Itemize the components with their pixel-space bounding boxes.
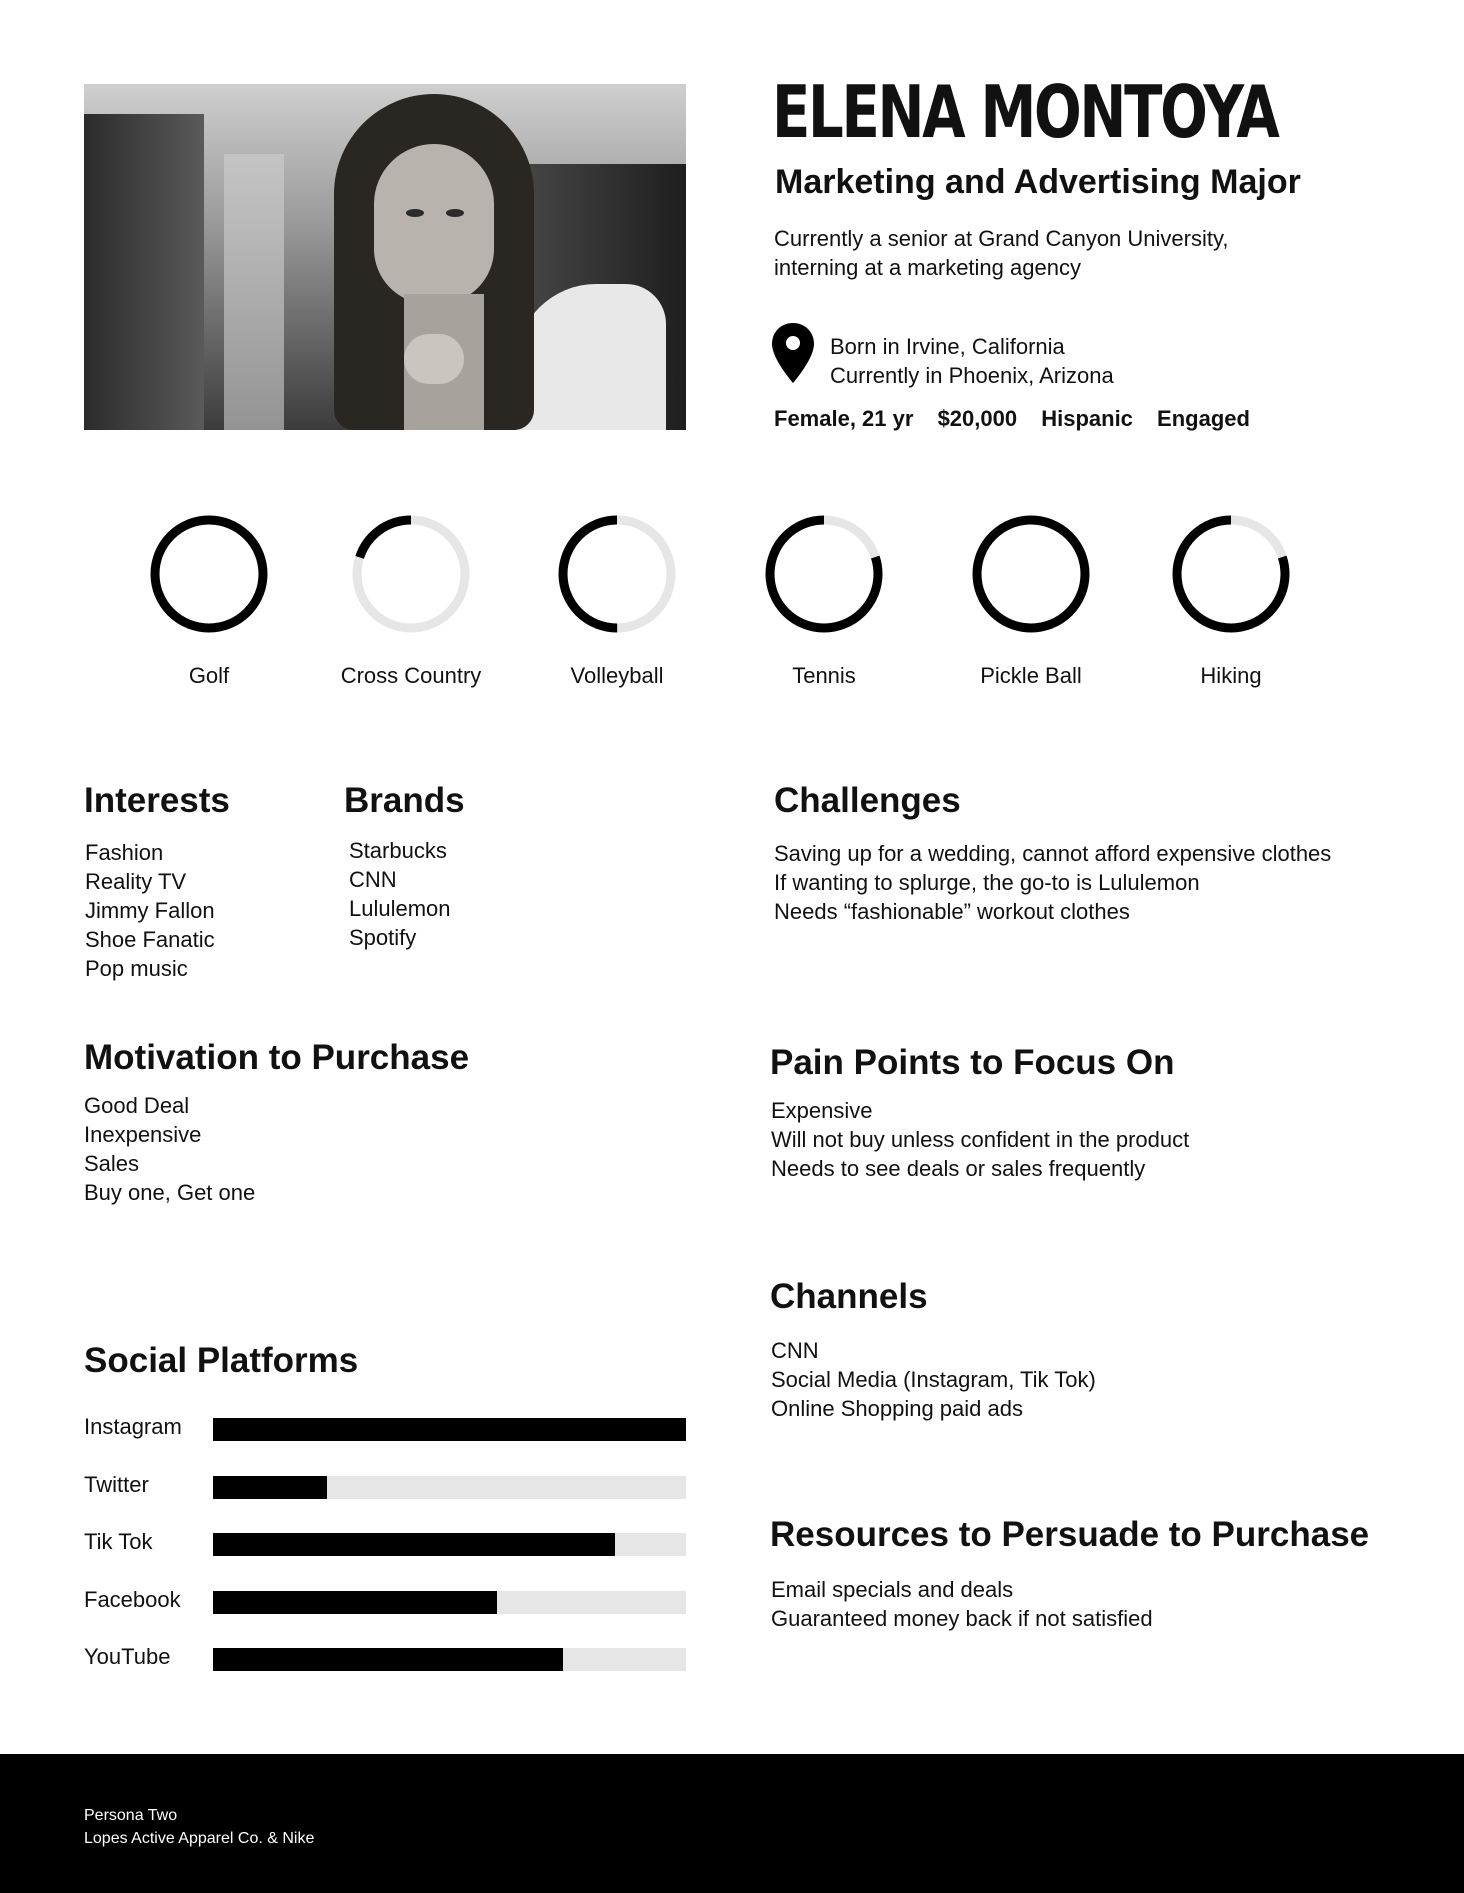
ring-fill: [155, 520, 263, 628]
interest-item: Pop music: [85, 956, 188, 981]
activity-label: Tennis: [792, 663, 856, 688]
interest-item: Reality TV: [85, 869, 187, 894]
social-label: Tik Tok: [84, 1529, 153, 1554]
challenges-list: [774, 839, 1331, 926]
ring-fill: [977, 520, 1085, 628]
footer-company: Lopes Active Apparel Co. & Nike: [84, 1830, 315, 1847]
bio-line: interning at a marketing agency: [774, 255, 1081, 280]
motivation-list: [84, 1091, 255, 1207]
channel-item: CNN: [771, 1338, 819, 1363]
social-bar-track: [213, 1648, 686, 1671]
bio-line: Currently a senior at Grand Canyon University,: [774, 226, 1229, 251]
social-bar-fill: [213, 1591, 497, 1614]
challenge-item: Saving up for a wedding, cannot afford expensive clothes: [774, 841, 1332, 866]
demo-income: $20,000: [937, 406, 1018, 431]
brands-list: [349, 836, 451, 952]
pain-point-item: Expensive: [771, 1098, 873, 1123]
social-heading: Social Platforms: [84, 1341, 359, 1380]
motivation-item: Buy one, Get one: [84, 1180, 256, 1205]
social-bar-fill: [213, 1648, 563, 1671]
activity-ring: [149, 514, 269, 634]
current-location: Currently in Phoenix, Arizona: [830, 363, 1114, 388]
persona-name: ELENA MONTOYA: [772, 70, 1278, 154]
activity-label: Cross Country: [340, 663, 482, 688]
pain-points-list: [771, 1096, 1189, 1183]
channel-item: Social Media (Instagram, Tik Tok): [771, 1367, 1096, 1392]
interest-item: Shoe Fanatic: [85, 927, 215, 952]
motivation-item: Good Deal: [84, 1093, 190, 1118]
challenge-item: If wanting to splurge, the go-to is Lululemon: [774, 870, 1200, 895]
social-bar-fill: [213, 1418, 686, 1441]
activity-label: Volleyball: [570, 663, 664, 688]
brand-item: CNN: [349, 867, 397, 892]
pain-point-item: Will not buy unless confident in the product: [771, 1127, 1190, 1152]
activity-ring: [557, 514, 677, 634]
activity-label: Pickle Ball: [980, 663, 1082, 688]
social-label: Twitter: [84, 1471, 149, 1497]
persona-major: Marketing and Advertising Major: [775, 163, 1301, 201]
social-bar-track: [213, 1476, 686, 1499]
social-label: YouTube: [84, 1644, 171, 1669]
activity-ring: [1171, 514, 1291, 634]
demo-age: Female, 21 yr: [774, 406, 914, 431]
brand-item: Spotify: [349, 925, 417, 950]
location-pin-icon: [772, 323, 814, 383]
channel-item: Online Shopping paid ads: [771, 1396, 1023, 1421]
activity-ring: [351, 514, 471, 634]
challenge-item: Needs “fashionable” workout clothes: [774, 899, 1130, 924]
interest-item: Jimmy Fallon: [85, 898, 215, 923]
location-text: [830, 332, 1114, 390]
motivation-heading: Motivation to Purchase: [84, 1038, 470, 1077]
social-bar-track: [213, 1418, 686, 1441]
persona-bio: [774, 224, 1334, 282]
social-bar-fill: [213, 1476, 327, 1499]
motivation-item: Sales: [84, 1151, 140, 1176]
profile-photo: [84, 84, 686, 430]
birthplace: Born in Irvine, California: [830, 334, 1065, 359]
social-bar-track: [213, 1533, 686, 1556]
activity-label: Golf: [188, 663, 230, 688]
interest-item: Fashion: [85, 840, 164, 865]
social-label: Facebook: [84, 1586, 181, 1612]
demo-status: Engaged: [1157, 406, 1250, 431]
channels-list: [771, 1336, 1096, 1423]
pain-point-item: Needs to see deals or sales frequently: [771, 1156, 1146, 1181]
brands-heading: Brands: [344, 781, 465, 820]
interests-heading: Interests: [84, 781, 230, 820]
resources-heading: Resources to Persuade to Purchase: [770, 1515, 1370, 1554]
motivation-item: Inexpensive: [84, 1122, 202, 1147]
resources-list: [771, 1575, 1153, 1633]
channels-heading: Channels: [770, 1277, 928, 1316]
resource-item: Email specials and deals: [771, 1577, 1014, 1602]
social-label: Instagram: [84, 1414, 182, 1439]
footer: [0, 1754, 1464, 1893]
activity-ring: [971, 514, 1091, 634]
footer-text: [84, 1804, 314, 1850]
challenges-heading: Challenges: [774, 781, 961, 820]
brand-item: Lululemon: [349, 896, 451, 921]
social-bar-fill: [213, 1533, 615, 1556]
activity-ring: [764, 514, 884, 634]
activity-label: Hiking: [1200, 663, 1262, 688]
social-bar-track: [213, 1591, 686, 1614]
interests-list: [85, 838, 215, 983]
pain-points-heading: Pain Points to Focus On: [770, 1043, 1175, 1082]
brand-item: Starbucks: [349, 838, 447, 863]
demographics: [774, 406, 1268, 432]
footer-persona: Persona Two: [84, 1807, 178, 1824]
demo-ethnicity: Hispanic: [1041, 406, 1133, 431]
resource-item: Guaranteed money back if not satisfied: [771, 1606, 1153, 1631]
